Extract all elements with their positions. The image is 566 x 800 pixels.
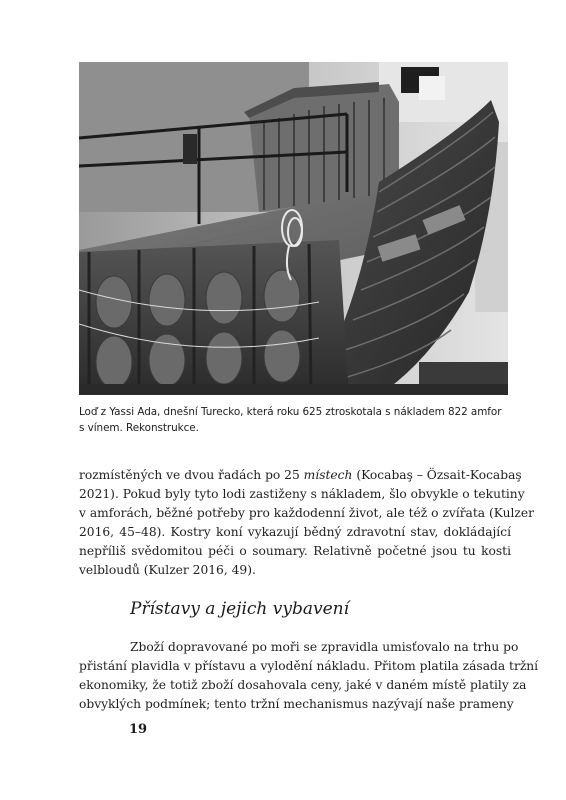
page-number: 19: [129, 722, 148, 737]
text-line: ekonomiky, že totiž zboží dosahovala ceny, jaké v daném místě platily za: [79, 678, 527, 692]
emphasized-term: místech: [303, 468, 353, 482]
text-line: v amforách, běžné potřeby pro každodenní život, ale též o zvířata (Kulzer: [79, 506, 534, 520]
text-line: Zboží dopravované po moři se zpravidla umisťovalo na trhu po: [130, 640, 519, 654]
text-line: 2021). Pokud byly tyto lodi zastiženy s nákladem, šlo obvykle o tekutiny: [79, 487, 525, 501]
ship-reconstruction-photo: [79, 62, 508, 395]
text-line: obvyklých podmínek; tento tržní mechanismus nazývají naše prameny: [79, 697, 514, 711]
text-line: přistání plavidla v přístavu a vylodění nákladu. Přitom platila zásada tržní: [79, 659, 539, 673]
text-line: nepříliš svědomitou péči o soumary. Relativně početné jsou tu kosti: [79, 544, 511, 558]
paragraph-ship-cargo: [79, 466, 534, 580]
paragraph-harbours: [79, 638, 539, 714]
text-line: rozmístěných ve dvou řadách po 25 místech (Kocabaş – Özsait-Kocabaş: [79, 468, 522, 482]
caption-line: s vínem. Rekonstrukce.: [79, 422, 199, 434]
section-heading: Přístavy a jejich vybavení: [130, 599, 350, 619]
ship-photo-illustration: [79, 62, 508, 395]
caption-line: Loď z Yassi Ada, dnešní Turecko, která roku 625 ztroskotala s nákladem 822 amfor: [79, 406, 502, 418]
text-line: 2016, 45–48). Kostry koní vykazují bědný zdravotní stav, dokládající: [79, 525, 511, 539]
text-line: velbloudů (Kulzer 2016, 49).: [79, 563, 256, 577]
figure-caption: [79, 404, 511, 436]
